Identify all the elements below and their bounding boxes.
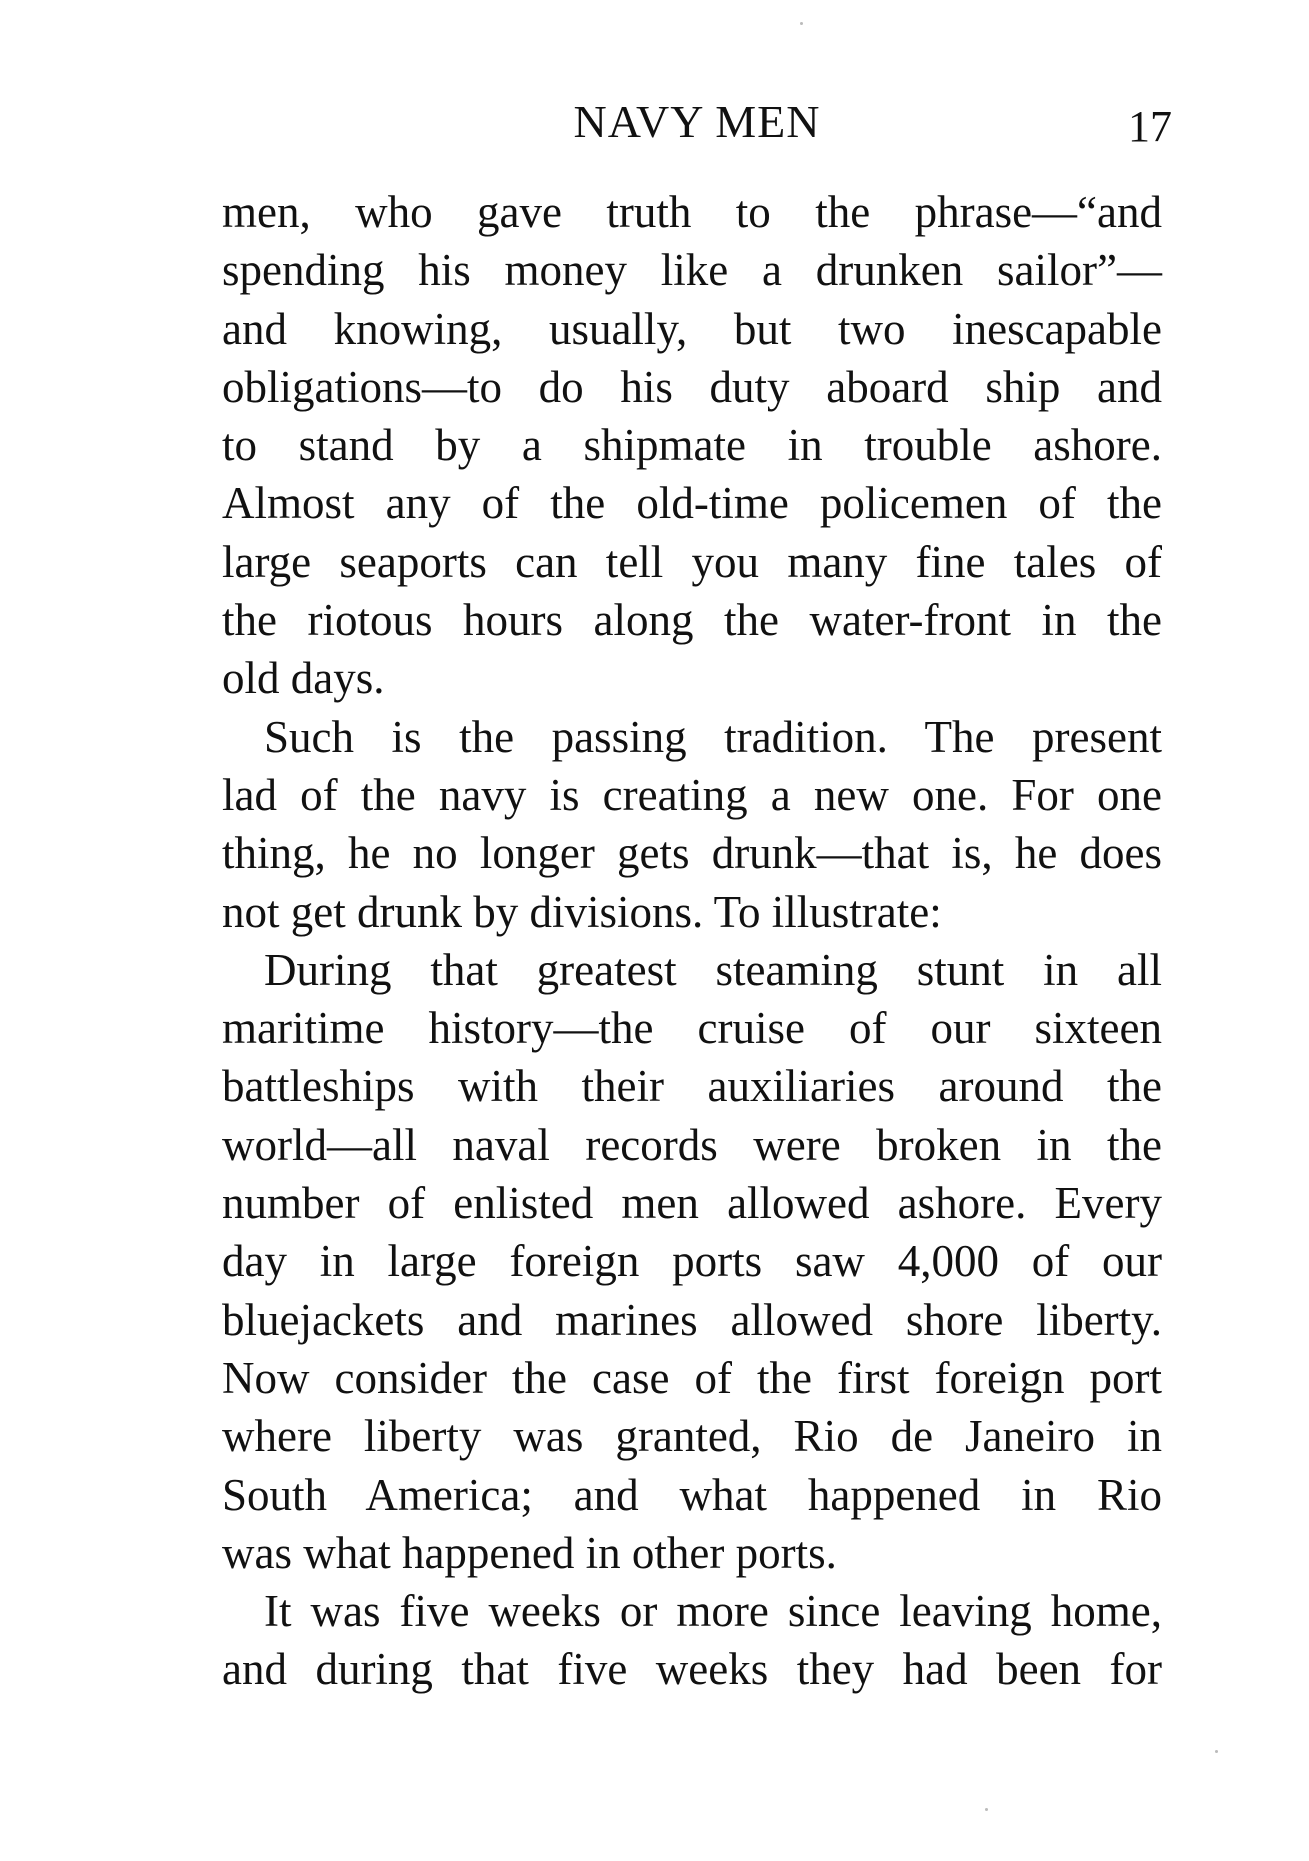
paper-speck	[800, 22, 803, 25]
text-line: world—all naval records were broken in the	[222, 1119, 1162, 1170]
text-line: and knowing, usually, but two inescapable	[222, 303, 1162, 354]
text-line: During that greatest steaming stunt in all	[264, 944, 1162, 995]
text-line: spending his money like a drunken sailor”—	[222, 245, 1162, 296]
text-line: thing, he no longer gets drunk—that is, he does	[222, 828, 1162, 879]
text-line: old days.	[222, 653, 385, 704]
text-line: large seaports can tell you many fine tales of	[222, 536, 1162, 587]
text-line: day in large foreign ports saw 4,000 of our	[222, 1236, 1162, 1287]
text-line: number of enlisted men allowed ashore. Every	[222, 1178, 1162, 1229]
page-number: 17	[1128, 102, 1172, 151]
text-line: It was five weeks or more since leaving home,	[264, 1586, 1162, 1637]
text-line: Now consider the case of the first foreign port	[222, 1352, 1162, 1403]
running-head	[222, 95, 1172, 155]
text-line: Such is the passing tradition. The present	[264, 711, 1162, 762]
text-line: South America; and what happened in Rio	[222, 1469, 1162, 1520]
text-line: bluejackets and marines allowed shore liberty.	[222, 1294, 1162, 1345]
running-title: NAVY MEN	[573, 96, 821, 147]
paper-speck	[1215, 1750, 1218, 1753]
text-line: Almost any of the old-time policemen of the	[222, 478, 1162, 529]
body-text	[222, 183, 1162, 1699]
text-line: to stand by a shipmate in trouble ashore.	[222, 420, 1162, 471]
text-line: the riotous hours along the water-front in the	[222, 595, 1162, 646]
text-line: battleships with their auxiliaries around the	[222, 1061, 1162, 1112]
text-line: where liberty was granted, Rio de Janeiro in	[222, 1411, 1162, 1462]
text-line: lad of the navy is creating a new one. For one	[222, 769, 1162, 820]
text-line: men, who gave truth to the phrase—“and	[222, 187, 1162, 237]
text-line: and during that five weeks they had been for	[222, 1644, 1162, 1695]
text-line: was what happened in other ports.	[222, 1527, 837, 1578]
text-line: not get drunk by divisions. To illustrate:	[222, 886, 942, 937]
text-line: obligations—to do his duty aboard ship and	[222, 361, 1162, 412]
paper-speck	[985, 1808, 988, 1811]
text-line: maritime history—the cruise of our sixteen	[222, 1003, 1162, 1054]
